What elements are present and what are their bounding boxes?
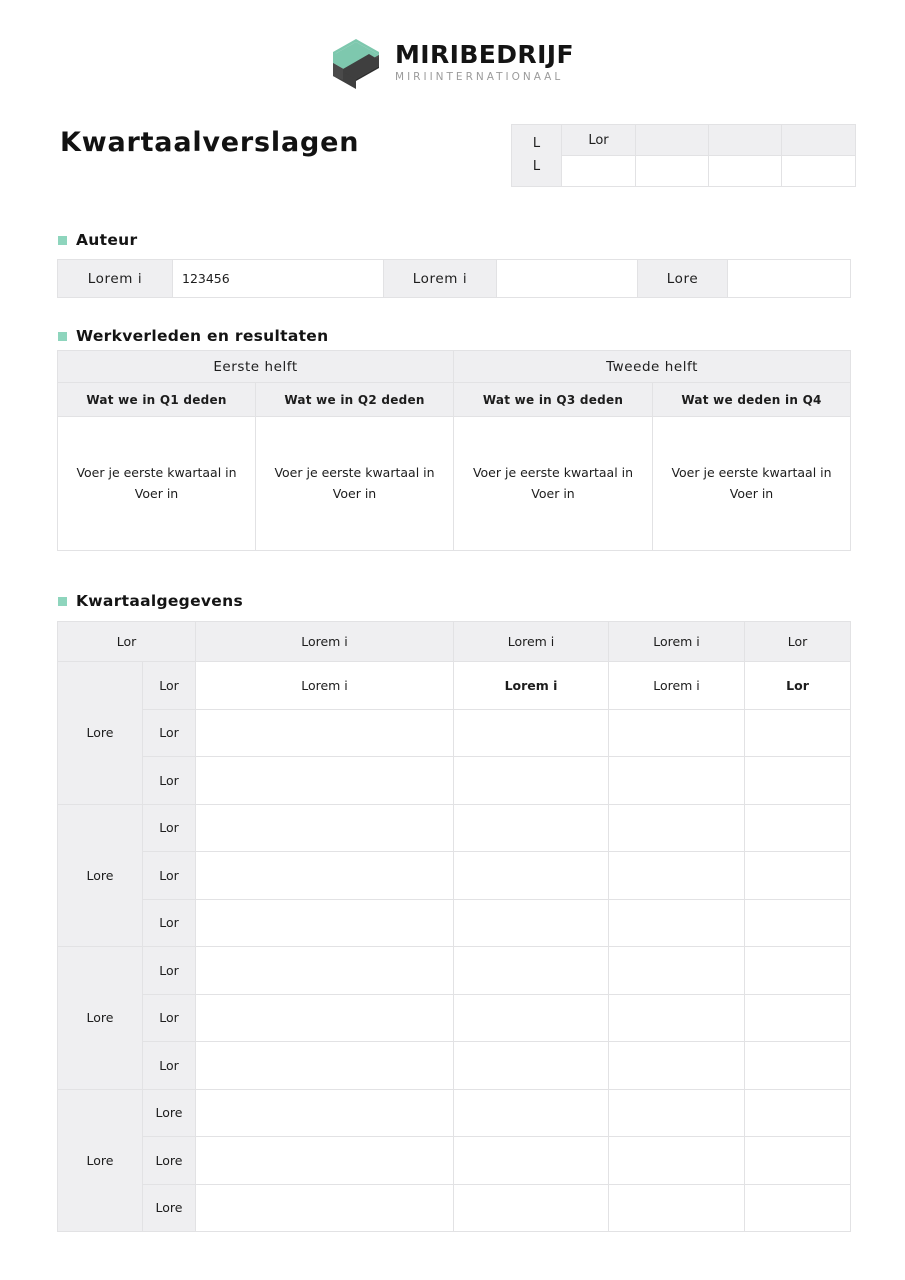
kg-data-cell[interactable]: Lorem i [196, 662, 454, 710]
table-row [512, 125, 856, 156]
meta-table [511, 124, 856, 187]
kg-header-cell-3: Lorem i [609, 622, 745, 662]
kg-group-label: Lore [58, 947, 143, 1090]
page-title: Kwartaalverslagen [60, 127, 360, 158]
table-row [58, 994, 851, 1042]
kg-data-cell[interactable] [609, 1089, 745, 1137]
square-bullet-icon [58, 597, 67, 606]
meta-side-line-2: L [532, 158, 541, 174]
quarter-header-q1: Wat we in Q1 deden [58, 383, 256, 417]
kg-sub-label: Lor [143, 662, 196, 710]
section-title-auteur: Auteur [76, 231, 138, 249]
meta-side-line-1: L [532, 135, 541, 151]
table-row [58, 804, 851, 852]
meta-body-cell-4[interactable] [782, 156, 856, 187]
table-row [58, 947, 851, 995]
kg-group-label: Lore [58, 804, 143, 947]
kg-data-cell[interactable] [745, 804, 851, 852]
kg-header-cell-1: Lorem i [196, 622, 454, 662]
table-row [58, 260, 851, 298]
brand-header [0, 38, 905, 90]
auteur-table [57, 259, 851, 298]
kg-data-cell[interactable] [196, 1137, 454, 1185]
kg-data-cell[interactable] [196, 899, 454, 947]
table-row [58, 852, 851, 900]
kg-data-cell[interactable] [454, 1089, 609, 1137]
hexagon-cube-logo-icon [331, 38, 381, 90]
quarter-header-q3: Wat we in Q3 deden [454, 383, 653, 417]
kg-data-cell[interactable] [609, 899, 745, 947]
kg-data-cell[interactable] [609, 1042, 745, 1090]
kg-data-cell[interactable] [454, 947, 609, 995]
kg-data-cell[interactable] [454, 1042, 609, 1090]
kg-data-cell[interactable] [609, 1184, 745, 1232]
table-row [58, 1184, 851, 1232]
kg-data-cell[interactable] [609, 804, 745, 852]
kg-data-cell[interactable] [745, 947, 851, 995]
table-row [58, 709, 851, 757]
auteur-value-2[interactable] [497, 260, 638, 298]
kg-sub-label: Lor [143, 804, 196, 852]
kg-data-cell[interactable] [745, 1089, 851, 1137]
kg-data-cell[interactable] [196, 947, 454, 995]
kg-data-cell[interactable] [745, 1137, 851, 1185]
kg-header-cell-2: Lorem i [454, 622, 609, 662]
kg-data-cell[interactable] [745, 852, 851, 900]
table-row [58, 757, 851, 805]
kg-data-cell[interactable] [196, 1184, 454, 1232]
kg-data-cell[interactable] [609, 947, 745, 995]
table-row [58, 899, 851, 947]
half-header-eerste: Eerste helft [58, 351, 454, 383]
quarter-body-q4[interactable]: Voer je eerste kwartaal in Voer in [653, 417, 851, 551]
section-title-kwartaalgegevens: Kwartaalgegevens [76, 592, 243, 610]
section-heading-kwartaalgegevens [58, 592, 243, 610]
table-row [512, 156, 856, 187]
kg-data-cell[interactable] [745, 899, 851, 947]
kg-header-cell-4: Lor [745, 622, 851, 662]
brand-wordmark [395, 39, 574, 86]
kg-sub-label: Lore [143, 1089, 196, 1137]
kg-data-cell[interactable] [745, 994, 851, 1042]
table-row [58, 383, 851, 417]
kg-data-cell[interactable] [196, 709, 454, 757]
kg-data-cell[interactable] [745, 709, 851, 757]
meta-header-cell-3[interactable] [709, 125, 782, 156]
table-row [58, 351, 851, 383]
kg-data-cell[interactable] [196, 1042, 454, 1090]
section-heading-werkverleden [58, 327, 328, 345]
kg-sub-label: Lore [143, 1184, 196, 1232]
auteur-label-3: Lore [638, 260, 728, 298]
kg-data-cell[interactable] [196, 994, 454, 1042]
kg-data-cell[interactable] [454, 757, 609, 805]
kg-data-cell[interactable] [745, 757, 851, 805]
table-row [58, 417, 851, 551]
table-row [58, 1089, 851, 1137]
auteur-label-2: Lorem i [384, 260, 497, 298]
meta-body-cell-3[interactable] [709, 156, 782, 187]
kg-sub-label: Lor [143, 852, 196, 900]
square-bullet-icon [58, 332, 67, 341]
kg-data-cell[interactable] [196, 1089, 454, 1137]
quarter-body-q1[interactable]: Voer je eerste kwartaal in Voer in [58, 417, 256, 551]
meta-header-cell-4[interactable] [782, 125, 856, 156]
auteur-value-1[interactable]: 123456 [173, 260, 384, 298]
kg-sub-label: Lor [143, 994, 196, 1042]
kg-sub-label: Lor [143, 709, 196, 757]
kg-sub-label: Lor [143, 757, 196, 805]
kg-sub-label: Lor [143, 1042, 196, 1090]
kg-data-cell[interactable] [609, 1137, 745, 1185]
werkverleden-table [57, 350, 851, 551]
kg-sub-label: Lor [143, 947, 196, 995]
kg-data-cell[interactable] [609, 757, 745, 805]
square-bullet-icon [58, 236, 67, 245]
quarter-body-q2[interactable]: Voer je eerste kwartaal in Voer in [256, 417, 454, 551]
meta-side-label [512, 125, 562, 187]
table-row [58, 1137, 851, 1185]
kg-sub-label: Lore [143, 1137, 196, 1185]
kg-data-cell[interactable] [454, 994, 609, 1042]
kwartaalgegevens-table [57, 621, 851, 1232]
kg-data-cell[interactable] [609, 709, 745, 757]
section-heading-auteur [58, 231, 137, 249]
table-row [58, 622, 851, 662]
kg-data-cell[interactable] [745, 1042, 851, 1090]
half-header-tweede: Tweede helft [454, 351, 851, 383]
kg-data-cell[interactable] [745, 1184, 851, 1232]
brand-tagline: MIRIINTERNATIONAAL [395, 71, 564, 84]
section-title-werkverleden: Werkverleden en resultaten [76, 327, 329, 345]
quarter-header-q2: Wat we in Q2 deden [256, 383, 454, 417]
kg-data-cell[interactable] [454, 804, 609, 852]
kg-data-cell[interactable] [454, 1137, 609, 1185]
kwartaalgegevens-body [58, 622, 851, 1232]
kg-data-cell[interactable]: Lor [745, 662, 851, 710]
kg-data-cell[interactable] [454, 852, 609, 900]
table-row [58, 1042, 851, 1090]
kg-data-cell[interactable]: Lorem i [609, 662, 745, 710]
kg-data-cell[interactable] [609, 994, 745, 1042]
meta-body-cell-2[interactable] [636, 156, 709, 187]
brand-name: MIRIBEDRIJF [395, 39, 574, 69]
kg-group-label: Lore [58, 1089, 143, 1232]
auteur-value-3[interactable] [728, 260, 851, 298]
auteur-label-1: Lorem i [58, 260, 173, 298]
kg-data-cell[interactable] [196, 757, 454, 805]
kg-data-cell[interactable] [609, 852, 745, 900]
quarter-header-q4: Wat we deden in Q4 [653, 383, 851, 417]
quarter-body-q3[interactable]: Voer je eerste kwartaal in Voer in [454, 417, 653, 551]
meta-header-cell-2[interactable] [636, 125, 709, 156]
kg-sub-label: Lor [143, 899, 196, 947]
kg-data-cell[interactable] [454, 709, 609, 757]
meta-body-cell-1[interactable] [562, 156, 636, 187]
kg-data-cell[interactable] [196, 852, 454, 900]
kg-header-cell-0: Lor [58, 622, 196, 662]
kg-data-cell[interactable] [454, 1184, 609, 1232]
kg-group-label: Lore [58, 662, 143, 805]
kg-data-cell[interactable] [196, 804, 454, 852]
kg-data-cell[interactable] [454, 899, 609, 947]
table-row [58, 662, 851, 710]
meta-header-cell-1[interactable]: Lor [562, 125, 636, 156]
kg-data-cell[interactable]: Lorem i [454, 662, 609, 710]
